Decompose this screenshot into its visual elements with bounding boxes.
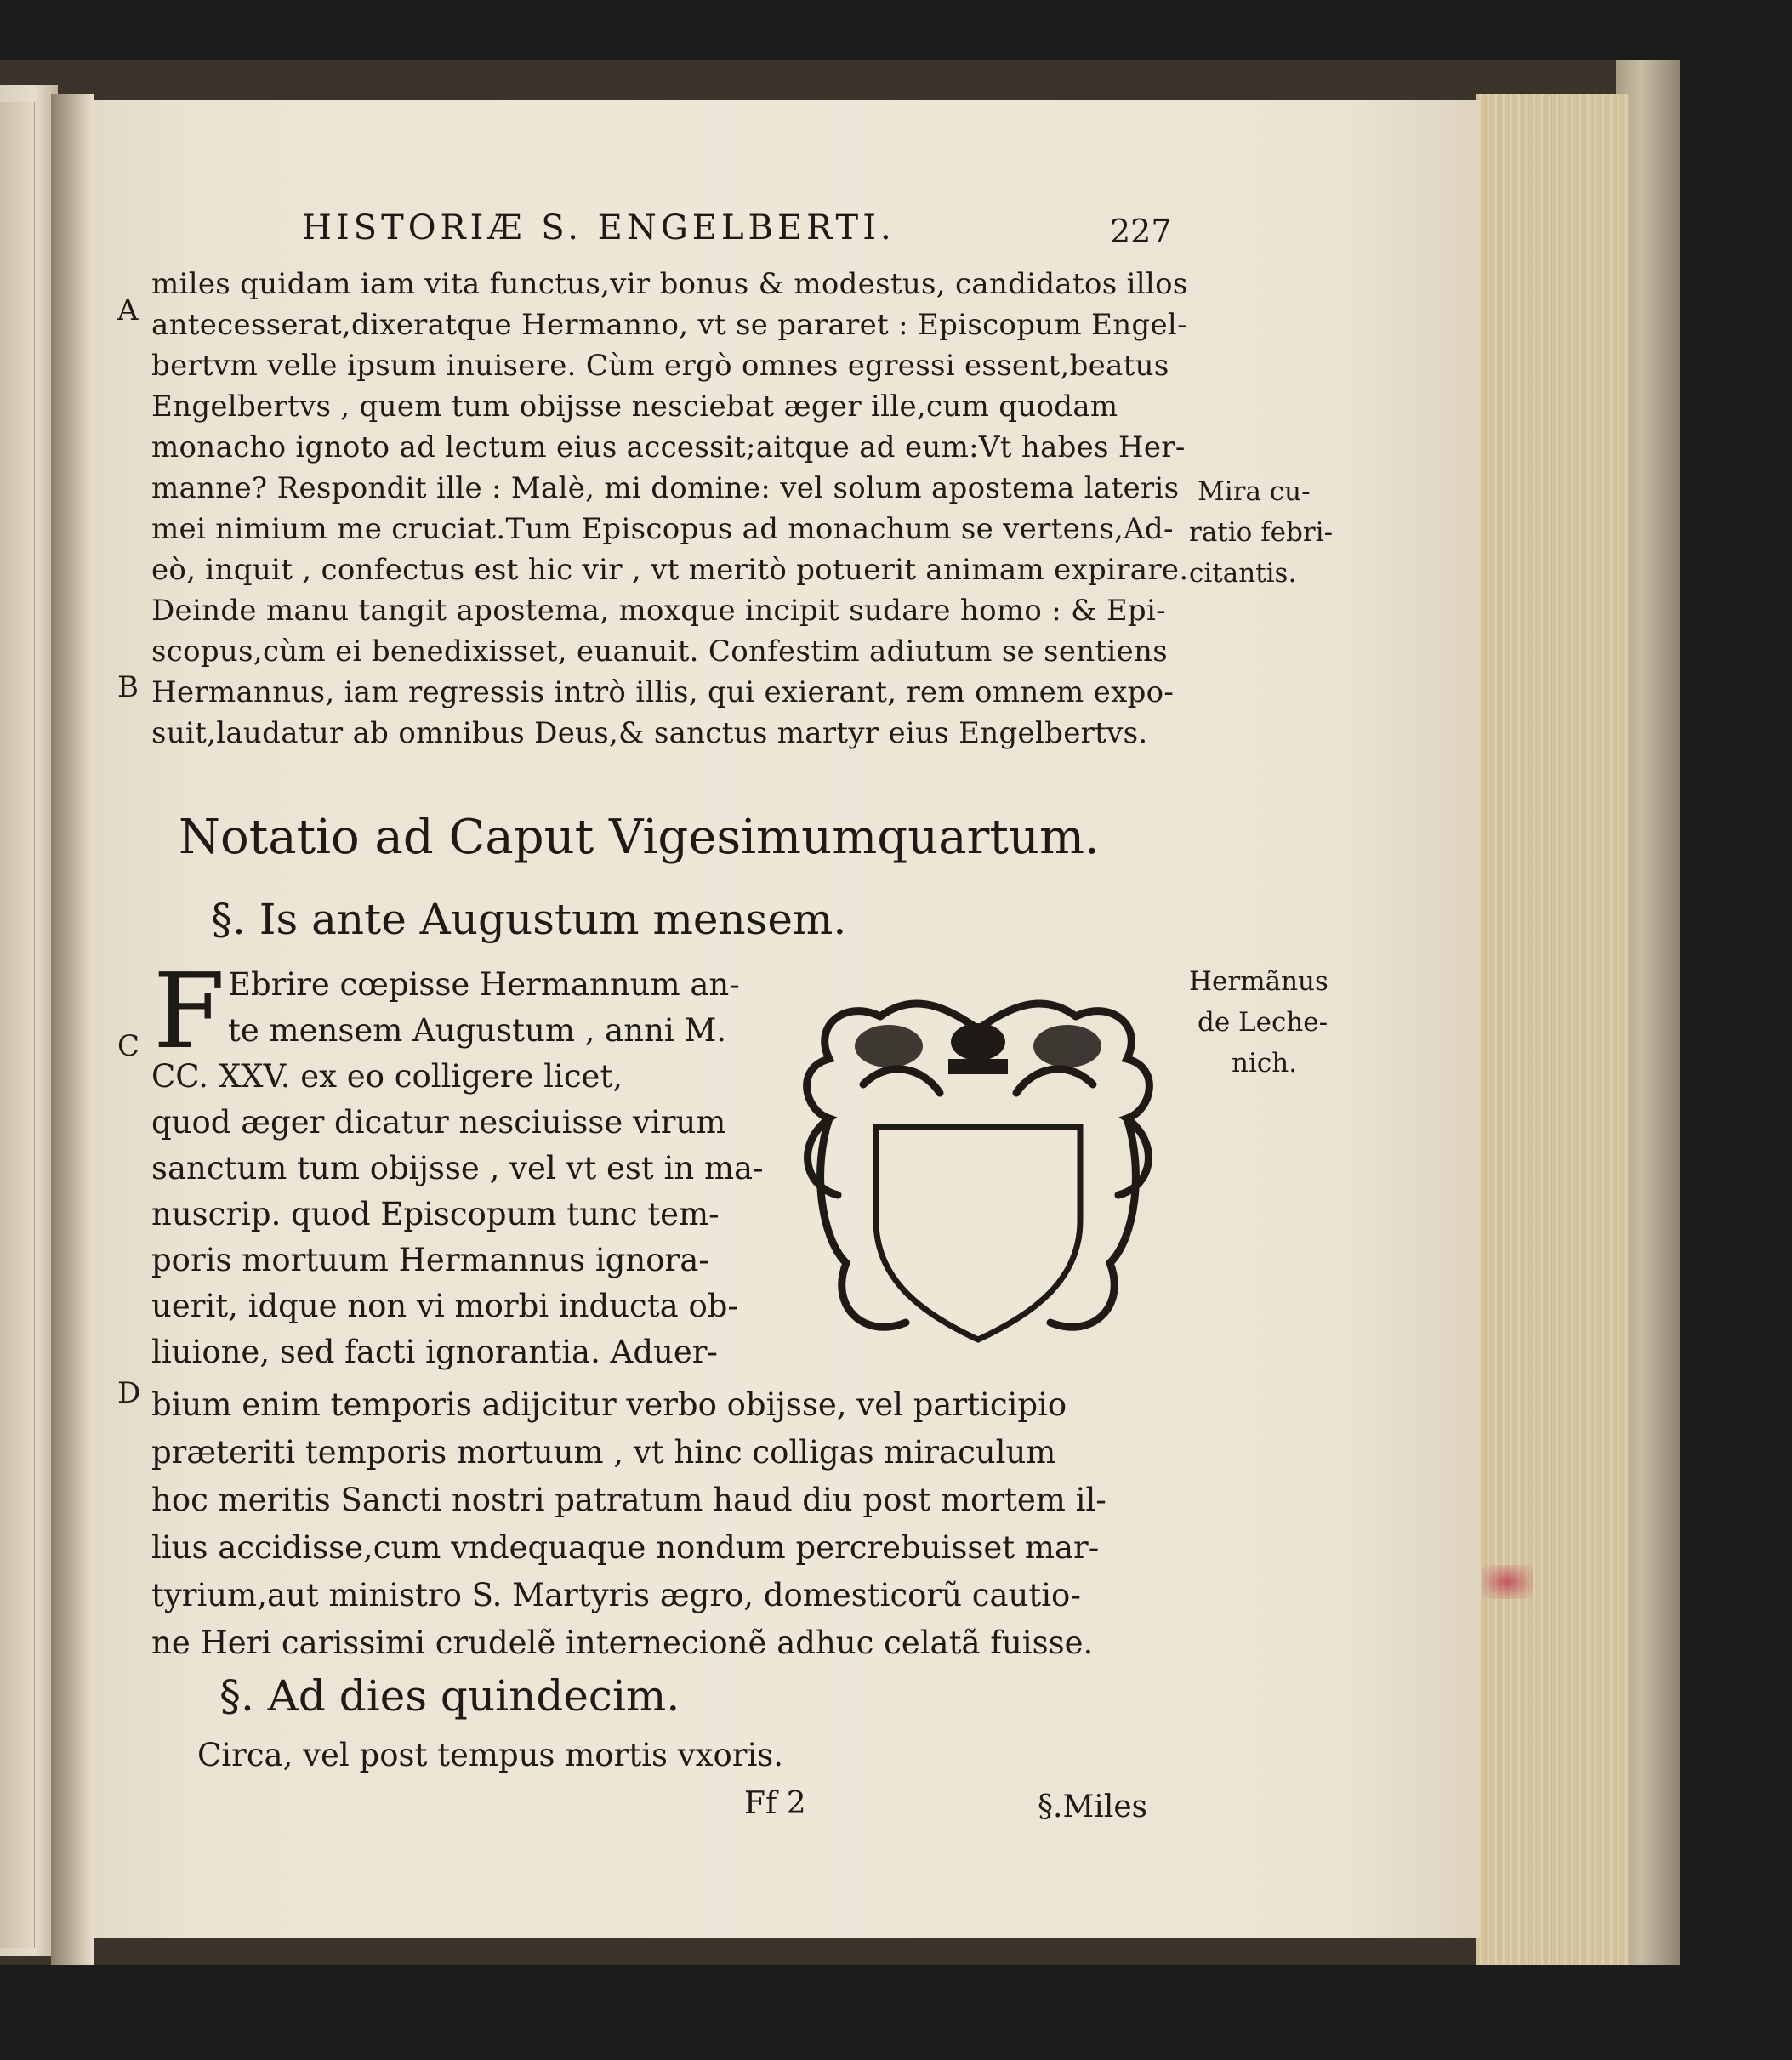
paragraph1-line: Engelbertvs , quem tum obijsse nesciebat æger ille,cum quodam (151, 390, 1118, 424)
paragraph2-full-line: lius accidisse,cum vndequaque nondum percrebuisset mar- (151, 1529, 1100, 1566)
paragraph2-line: uerit, idque non vi morbi inducta ob- (151, 1288, 738, 1324)
margin-note-1-line: citantis. (1189, 558, 1297, 589)
subheading-1: §. Is ante Augustum mensem. (211, 895, 847, 944)
paragraph2-line: Ebrire cœpisse Hermannum an- (228, 966, 740, 1003)
section-letter-a: A (117, 293, 139, 327)
margin-note-2-line: de Leche- (1198, 1007, 1328, 1038)
margin-note-1-line: Mira cu- (1198, 476, 1311, 507)
paragraph2-line: liuione, sed facti ignorantia. Aduer- (151, 1334, 718, 1370)
margin-note-1-line: ratio febri- (1189, 517, 1334, 548)
paragraph1-line: Deinde manu tangit apostema, moxque incipit sudare homo : & Epi- (151, 594, 1166, 628)
page-number: 227 (1110, 213, 1172, 250)
paragraph1-line: bertvm velle ipsum inuisere. Cùm ergò omnes egressi essent,beatus (151, 349, 1169, 383)
book-gutter (51, 94, 94, 1965)
paragraph2-line: poris mortuum Hermannus ignora- (151, 1242, 709, 1278)
paragraph2-line: te mensem Augustum , anni M. (228, 1012, 727, 1049)
paragraph1-line: miles quidam iam vita functus,vir bonus & modestus, candidatos illos (151, 267, 1188, 301)
left-page-strip (0, 102, 35, 1948)
catchword: §.Miles (1038, 1790, 1148, 1824)
chapter-heading: Notatio ad Caput Vigesimumquartum. (179, 810, 1100, 865)
subheading-2: §. Ad dies quindecim. (219, 1671, 680, 1721)
paragraph1-line: Hermannus, iam regressis intrò illis, qui exierant, rem omnem expo- (151, 675, 1175, 709)
paragraph2-full-line: hoc meritis Sancti nostri patratum haud diu post mortem il- (151, 1482, 1106, 1518)
margin-note-2-line: Hermãnus (1189, 966, 1328, 997)
paragraph1-line: suit,laudatur ab omnibus Deus,& sanctus martyr eius Engelbertvs. (151, 716, 1148, 750)
paragraph2-full-line: præteriti temporis mortuum , vt hinc colligas miraculum (151, 1434, 1056, 1471)
paragraph1-line: monacho ignoto ad lectum eius accessit;aitque ad eum:Vt habes Her- (151, 430, 1186, 464)
paragraph1-line: mei nimium me cruciat.Tum Episcopus ad monachum se vertens,Ad- (151, 512, 1174, 546)
signature-mark: Ff 2 (744, 1786, 806, 1821)
coat-of-arms-ornament (778, 982, 1178, 1374)
paragraph2-line: quod æger dicatur nesciuisse virum (151, 1104, 726, 1141)
paragraph1-line: eò, inquit , confectus est hic vir , vt meritò potuerit animam expirare. (151, 553, 1189, 587)
paragraph2-full-line: tyrium,aut ministro S. Martyris ægro, domesticorũ cautio- (151, 1577, 1081, 1613)
section-letter-d: D (117, 1376, 141, 1410)
paragraph2-line: nuscrip. quod Episcopum tunc tem- (151, 1196, 720, 1232)
last-line: Circa, vel post tempus mortis vxoris. (197, 1737, 784, 1773)
margin-note-2-line: nich. (1232, 1048, 1298, 1078)
paragraph2-full-line: ne Heri carissimi crudelẽ internecionẽ adhuc celatã fuisse. (151, 1625, 1094, 1661)
running-head-title: HISTORIÆ S. ENGELBERTI. (302, 208, 896, 248)
red-stain (1482, 1565, 1533, 1599)
section-letter-b: B (117, 670, 139, 704)
paragraph2-line: sanctum tum obijsse , vel vt est in ma- (151, 1150, 764, 1186)
drop-cap: F (153, 951, 225, 1072)
section-letter-c: C (117, 1029, 140, 1063)
paragraph1-line: antecesserat,dixeratque Hermanno, vt se pararet : Episcopum Engel- (151, 308, 1187, 342)
paragraph1-line: manne? Respondit ille : Malè, mi domine: vel solum apostema lateris (151, 471, 1180, 505)
paragraph1-line: scopus,cùm ei benedixisset, euanuit. Confestim adiutum se sentiens (151, 635, 1168, 669)
page-fore-edge (1476, 94, 1629, 1965)
paragraph2-line: CC. XXV. ex eo colligere licet, (151, 1058, 623, 1095)
paragraph2-full-line: bium enim temporis adijcitur verbo obijsse, vel participio (151, 1386, 1067, 1423)
